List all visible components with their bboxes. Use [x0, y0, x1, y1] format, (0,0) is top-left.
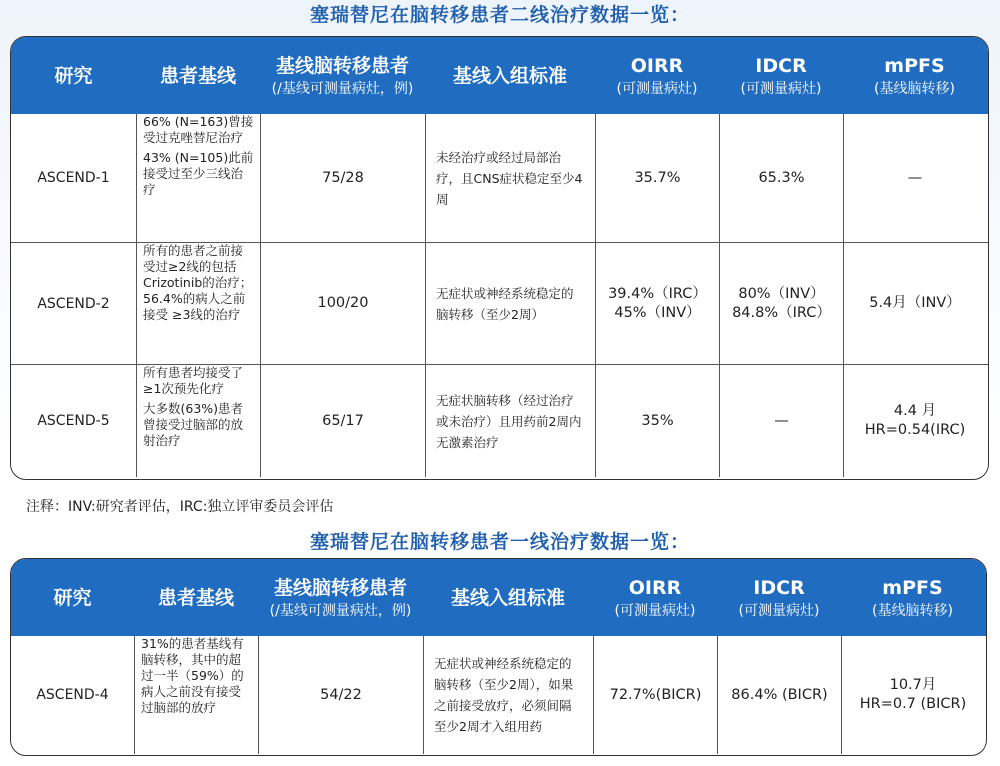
header-mpfs-sub: (基线脑转移)	[874, 80, 955, 97]
idcr-text: —	[774, 412, 789, 429]
first-line-title: 塞瑞替尼在脑转移患者一线治疗数据一览：	[309, 531, 690, 553]
mpfs-value	[843, 114, 986, 242]
header-bm-sub: (/基线可测量病灶，例)	[271, 80, 414, 97]
oirr-text: 35%	[641, 412, 674, 429]
header-idcr-sub: (可测量病灶)	[740, 80, 822, 97]
bm-count: 65/17	[260, 365, 425, 477]
header-idcr: IDCR	[753, 576, 805, 599]
second-line-title: 塞瑞替尼在脑转移患者二线治疗数据一览：	[309, 4, 690, 26]
oirr-value	[593, 636, 717, 754]
table-row	[11, 242, 988, 364]
header-bm-sub: (/基线可测量病灶，例)	[269, 602, 412, 619]
header-mpfs: mPFS	[882, 576, 943, 599]
header-idcr-sub: (可测量病灶)	[738, 602, 820, 619]
table-header	[11, 37, 988, 114]
idcr-value	[717, 636, 841, 754]
study-name: ASCEND-2	[37, 295, 110, 312]
bm-count: 54/22	[258, 636, 423, 754]
mpfs-text: 5.4月（INV）	[869, 295, 961, 311]
idcr-text: 86.4% (BICR)	[731, 686, 828, 703]
patient-baseline	[134, 636, 258, 754]
header-mpfs-sub: (基线脑转移)	[872, 602, 953, 619]
criteria-text: 无症状或神经系统稳定的脑转移（至少2周）	[425, 243, 595, 364]
study-name: ASCEND-1	[37, 170, 110, 186]
mpfs-text: 10.7月	[889, 677, 937, 693]
header-criteria: 基线入组标准	[452, 64, 567, 87]
oirr-text: 72.7%(BICR)	[609, 686, 702, 703]
baseline-text: 31%的患者基线有脑转移，其中的超过一半（59%）的病人之前没有接受过脑部的放疗	[141, 636, 244, 715]
oirr-value	[595, 114, 719, 242]
header-oirr: OIRR	[630, 54, 684, 77]
oirr-text: 39.4%（IRC）	[608, 285, 707, 302]
study-name: ASCEND-5	[37, 413, 110, 429]
oirr-value	[595, 243, 719, 364]
mpfs-text: 4.4 月	[893, 403, 937, 419]
header-criteria: 基线入组标准	[450, 586, 565, 609]
table-header	[11, 559, 986, 636]
first-line-table	[10, 558, 987, 756]
idcr-value	[719, 365, 843, 477]
criteria-text: 未经治疗或经过局部治疗，且CNS症状稳定至少4周	[425, 114, 595, 242]
mpfs-text: HR=0.54(IRC)	[864, 422, 966, 438]
idcr-value	[719, 114, 843, 242]
mpfs-value	[841, 636, 984, 754]
mpfs-value	[843, 243, 986, 364]
study-name: ASCEND-4	[36, 687, 109, 703]
bm-count: 100/20	[260, 243, 425, 364]
patient-baseline	[136, 114, 260, 242]
idcr-text: 84.8%（IRC）	[732, 304, 831, 321]
header-idcr: IDCR	[755, 54, 807, 77]
patient-baseline	[136, 243, 260, 364]
footnote: 注释：INV:研究者评估，IRC:独立评审委员会评估	[26, 499, 334, 515]
idcr-value	[719, 243, 843, 364]
header-oirr-sub: (可测量病灶)	[614, 602, 696, 619]
oirr-text: 45%（INV）	[614, 304, 701, 321]
header-bm: 基线脑转移患者	[273, 576, 407, 599]
idcr-text: 65.3%	[758, 169, 805, 186]
table-row	[11, 114, 988, 242]
baseline-text: 所有的患者之前接受过≥2线的包括Crizotinib的治疗；56.4%的病人之前接受 ≥3线的治疗	[143, 243, 253, 322]
table-row	[11, 636, 986, 754]
baseline-text: 大多数(63%)患者曾接受过脑部的放射治疗	[143, 401, 244, 448]
header-baseline: 患者基线	[157, 586, 234, 609]
header-oirr-sub: (可测量病灶)	[616, 80, 698, 97]
mpfs-text: —	[907, 169, 923, 186]
header-mpfs: mPFS	[884, 54, 945, 77]
header-baseline: 患者基线	[159, 64, 236, 87]
mpfs-text: HR=0.7 (BICR)	[859, 696, 967, 712]
header-bm: 基线脑转移患者	[275, 54, 409, 77]
criteria-text: 无症状脑转移（经过治疗或未治疗）且用药前2周内无激素治疗	[425, 365, 595, 477]
baseline-text: 43% (N=105)此前接受过至少三线治疗	[143, 150, 254, 197]
oirr-value	[595, 365, 719, 477]
idcr-text: 80%（INV）	[738, 285, 825, 302]
bm-count: 75/28	[260, 114, 425, 242]
baseline-text: 所有患者均接受了≥1次预先化疗	[143, 365, 244, 396]
criteria-text: 无症状或神经系统稳定的脑转移（至少2周），如果之前接受放疗，必须间隔至少2周才入组用药	[423, 636, 593, 754]
patient-baseline	[136, 365, 260, 477]
baseline-text: 66% (N=163)曾接受过克唑替尼治疗	[143, 114, 254, 145]
second-line-table	[10, 36, 989, 480]
mpfs-value	[843, 365, 986, 477]
oirr-text: 35.7%	[634, 169, 681, 186]
header-study: 研究	[53, 586, 92, 609]
header-oirr: OIRR	[628, 576, 682, 599]
table-row	[11, 364, 988, 477]
header-study: 研究	[54, 64, 93, 87]
